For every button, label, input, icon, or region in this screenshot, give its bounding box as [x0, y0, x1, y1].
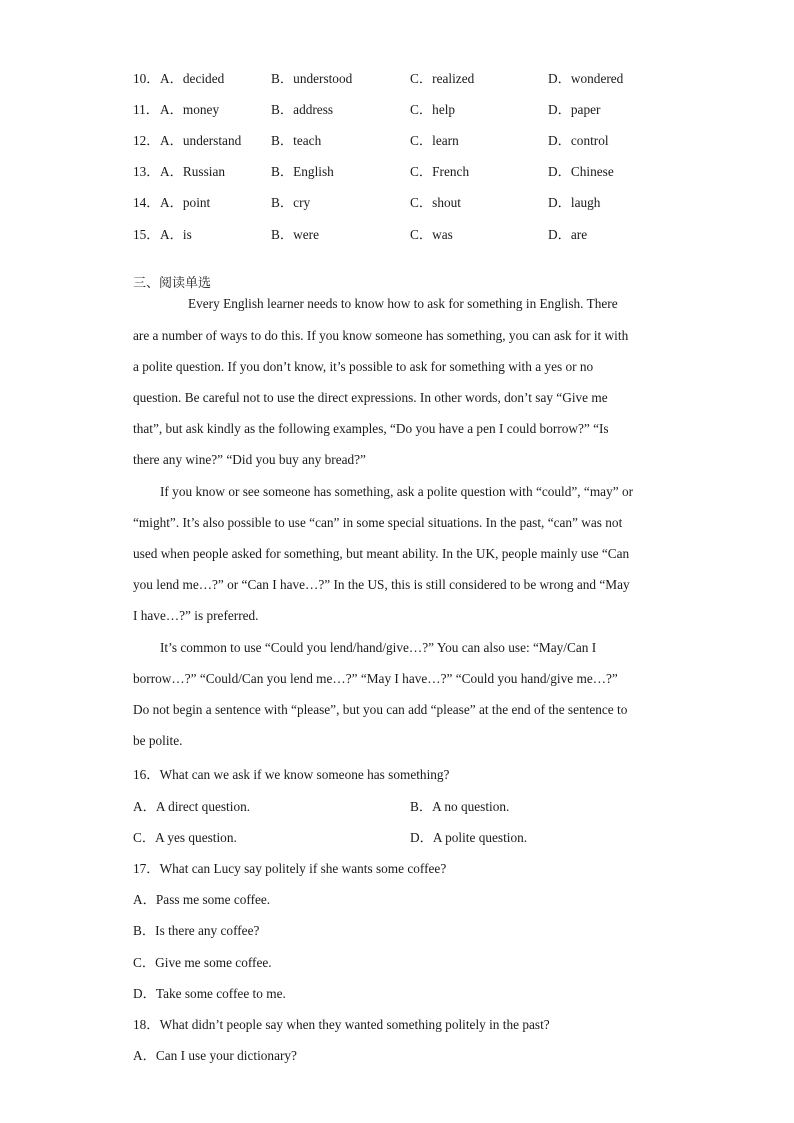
question-stem: 17．What can Lucy say politely if she wants some coffee? — [133, 861, 447, 876]
question-stem: 18．What didn’t people say when they wanted something politely in the past? — [133, 1017, 550, 1032]
option-c: C．A yes question. — [133, 830, 237, 845]
passage-line: borrow…?” “Could/Can you lend me…?” “May I have…?” “Could you hand/give me…?” — [133, 671, 618, 686]
question-number: 15． — [133, 227, 160, 242]
section-title: 三、阅读单选 — [133, 276, 212, 291]
option-c: C．realized — [410, 71, 475, 86]
option-a: A．Russian — [160, 164, 226, 179]
option-b: B．understood — [271, 71, 353, 86]
option-a: A．decided — [160, 71, 225, 86]
question-number: 10． — [133, 71, 160, 86]
option-b: B．teach — [271, 133, 322, 148]
option-a: A．point — [160, 195, 211, 210]
option-a: A．money — [160, 102, 220, 117]
passage-line: Every English learner needs to know how to ask for something in English. There — [188, 296, 618, 311]
option-b: B．English — [271, 164, 334, 179]
option-c: C．French — [410, 164, 470, 179]
option-d: D．Take some coffee to me. — [133, 986, 286, 1001]
option-c: C．help — [410, 102, 456, 117]
passage-line: a polite question. If you don’t know, it’s possible to ask for something with a yes or no — [133, 359, 594, 374]
option-c: C．shout — [410, 195, 461, 210]
option-a: A．is — [160, 227, 192, 242]
passage-line: there any wine?” “Did you buy any bread?” — [133, 452, 366, 467]
passage-line: be polite. — [133, 733, 183, 748]
option-b: B．A no question. — [410, 799, 510, 814]
option-b: B．cry — [271, 195, 311, 210]
option-a: A．A direct question. — [133, 799, 251, 814]
question-number: 11． — [133, 102, 160, 117]
option-b: B．address — [271, 102, 334, 117]
question-number: 13． — [133, 164, 160, 179]
passage-line: question. Be careful not to use the direct expressions. In other words, don’t say “Give me — [133, 390, 608, 405]
option-b: B．were — [271, 227, 319, 242]
option-c: C．Give me some coffee. — [133, 955, 272, 970]
option-b: B．Is there any coffee? — [133, 923, 260, 938]
passage-line: I have…?” is preferred. — [133, 608, 259, 623]
question-number: 14． — [133, 195, 160, 210]
option-d: D．Chinese — [548, 164, 614, 179]
passage-line: are a number of ways to do this. If you know someone has something, you can ask for it with — [133, 328, 629, 343]
passage-line: It’s common to use “Could you lend/hand/give…?” You can also use: “May/Can I — [160, 640, 597, 655]
passage-line: used when people asked for something, but meant ability. In the UK, people mainly use “Can — [133, 546, 630, 561]
passage-line: you lend me…?” or “Can I have…?” In the US, this is still considered to be wrong and “May — [133, 577, 630, 592]
passage-line: If you know or see someone has something, ask a polite question with “could”, “may” or — [160, 484, 634, 499]
question-number: 12． — [133, 133, 160, 148]
option-d: D．laugh — [548, 195, 601, 210]
passage-line: Do not begin a sentence with “please”, but you can add “please” at the end of the sentence to — [133, 702, 628, 717]
option-a: A．understand — [160, 133, 242, 148]
option-d: D．A polite question. — [410, 830, 528, 845]
passage-line: that”, but ask kindly as the following examples, “Do you have a pen I could borrow?” “Is — [133, 421, 609, 436]
question-stem: 16．What can we ask if we know someone has something? — [133, 767, 450, 782]
option-a: A．Pass me some coffee. — [133, 892, 271, 907]
option-a: A．Can I use your dictionary? — [133, 1048, 297, 1063]
passage-line: “might”. It’s also possible to use “can” in some special situations. In the past, “can” was not — [133, 515, 623, 530]
option-c: C．was — [410, 227, 453, 242]
option-d: D．wondered — [548, 71, 624, 86]
option-d: D．paper — [548, 102, 601, 117]
option-d: D．control — [548, 133, 609, 148]
option-c: C．learn — [410, 133, 459, 148]
option-d: D．are — [548, 227, 588, 242]
